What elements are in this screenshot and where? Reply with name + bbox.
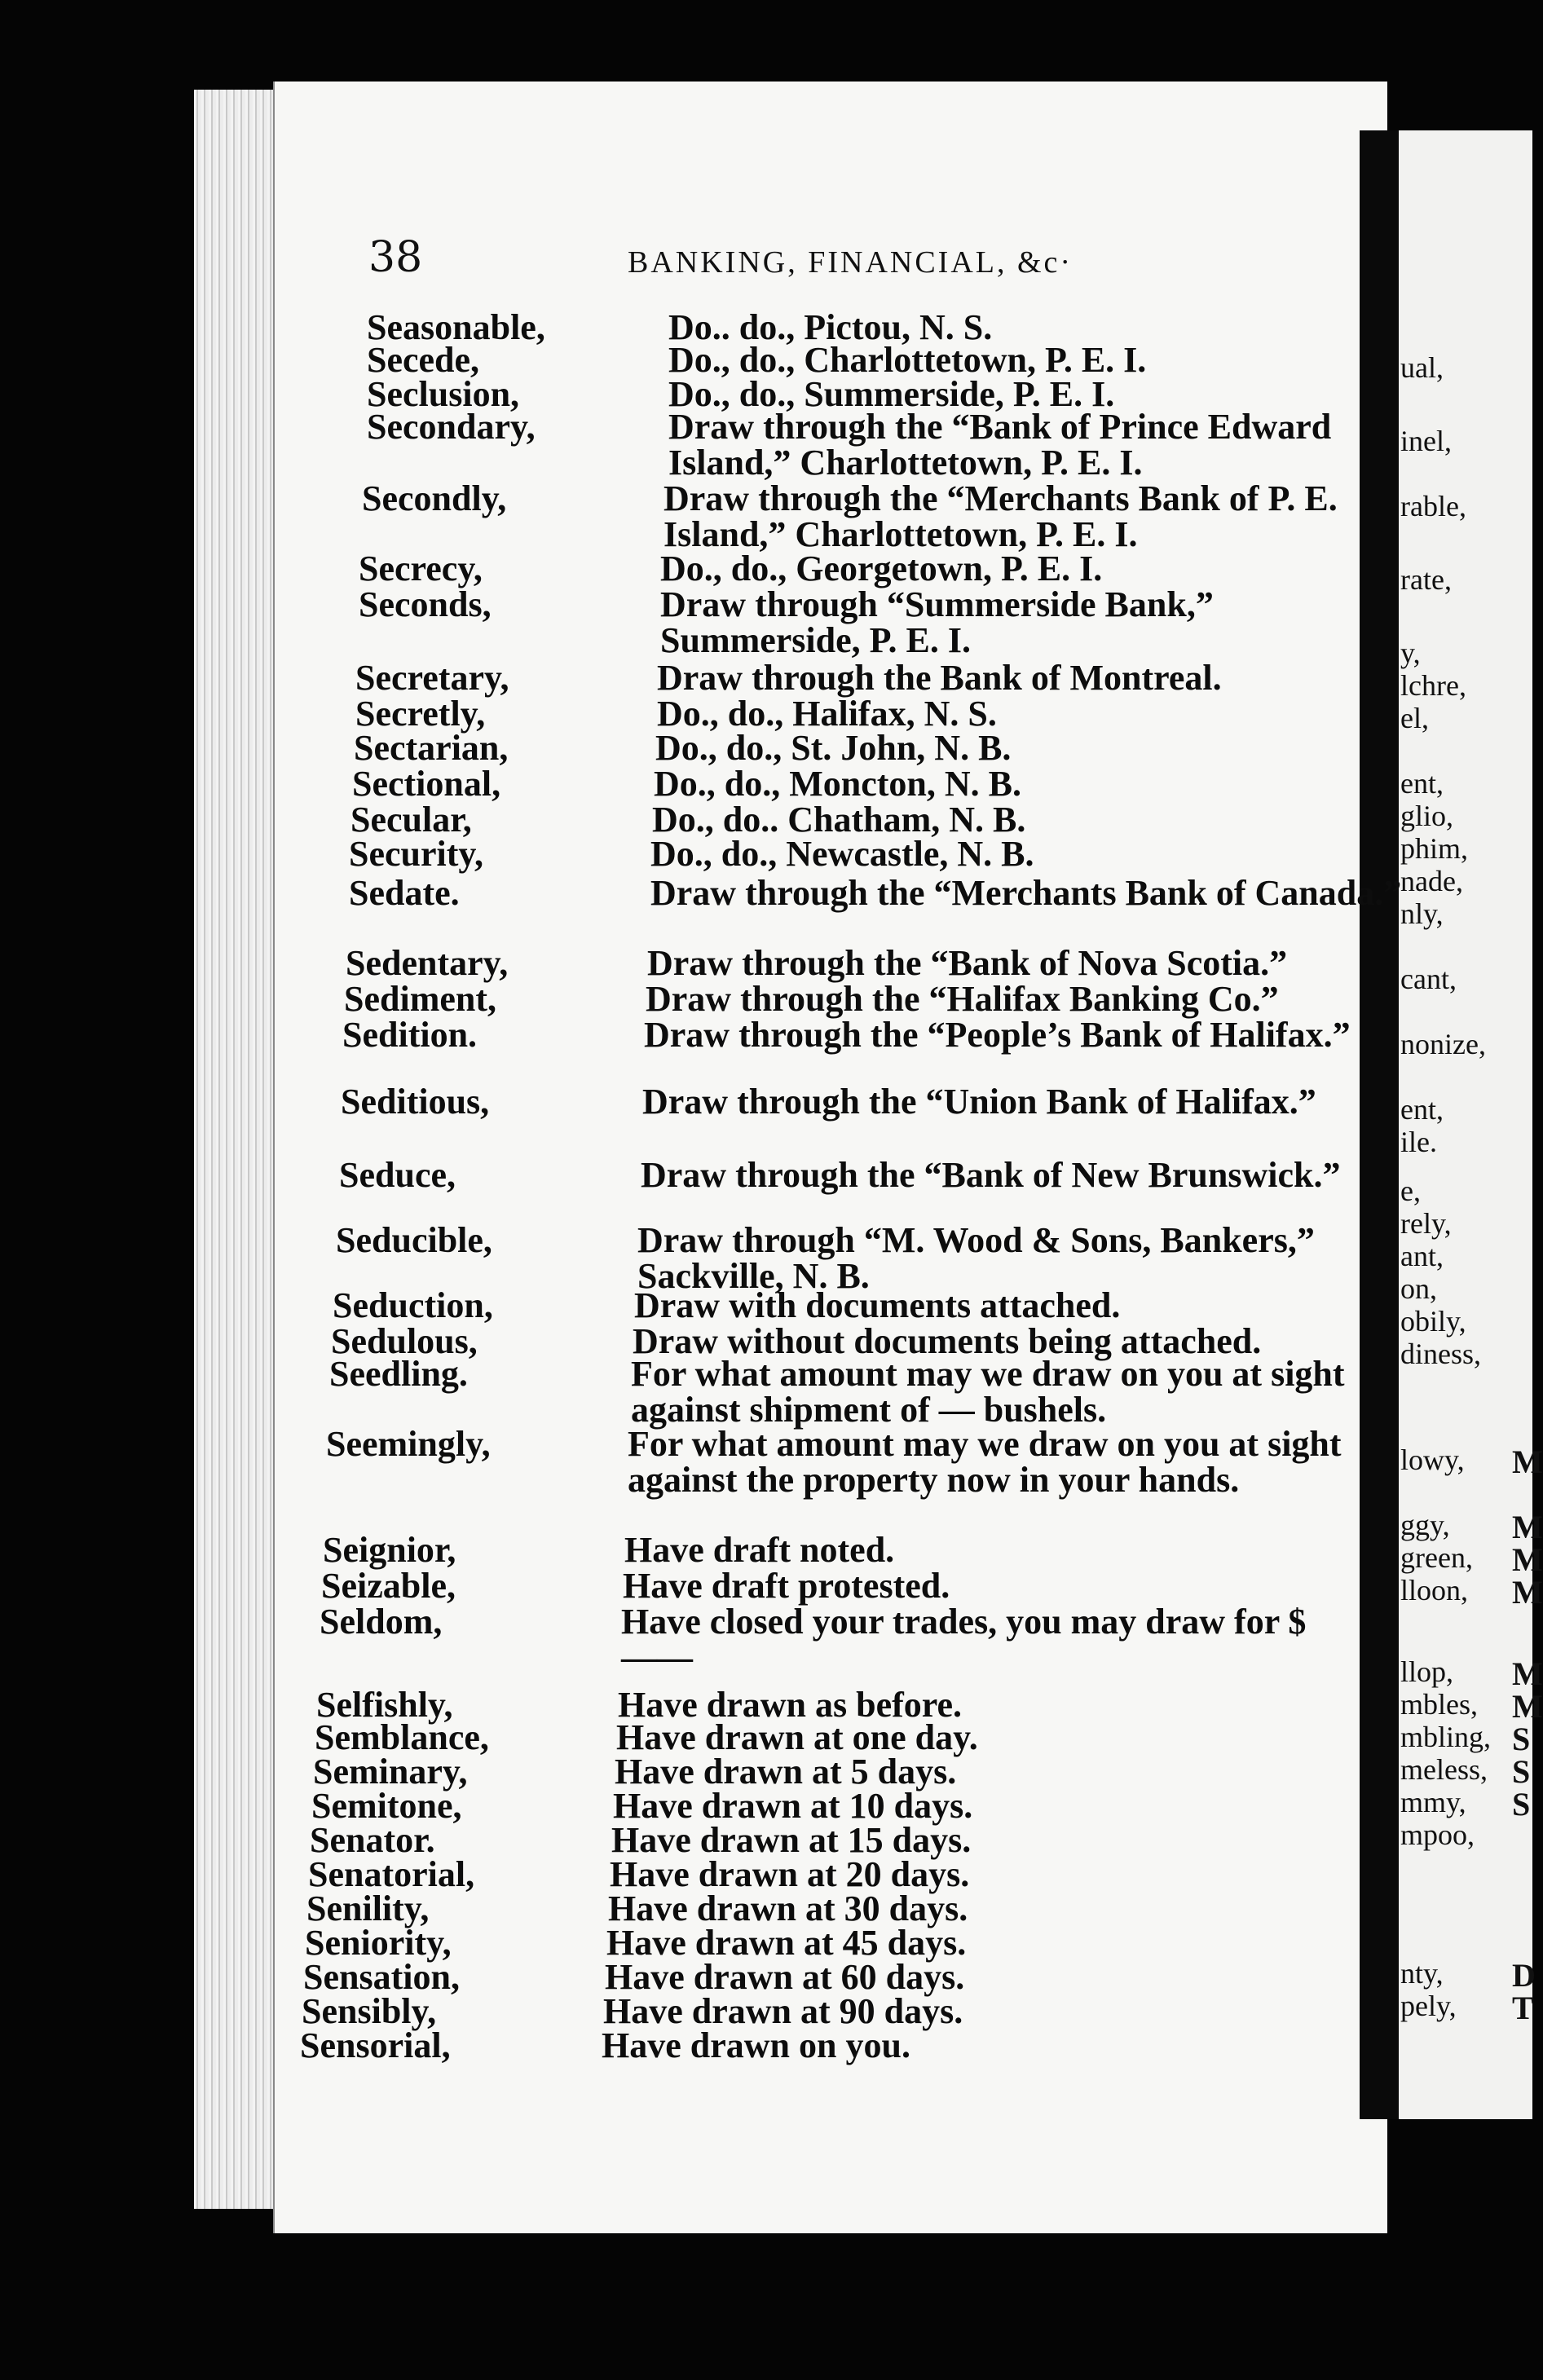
facing-page-fragment: mpoo, <box>1400 1818 1475 1851</box>
code-meaning: Have draft noted. <box>624 1530 895 1570</box>
far-right-fragment: M <box>1512 1655 1543 1692</box>
code-word: Seedling. <box>329 1354 468 1394</box>
code-word: Secede, <box>367 340 480 380</box>
code-word: Sedition. <box>342 1015 478 1055</box>
running-title: BANKING, FINANCIAL, &c· <box>628 245 1073 280</box>
code-meaning: Have drawn at 20 days. <box>610 1854 970 1894</box>
code-meaning: Draw through the “Bank of Prince Edward Island,” Charlottetown, P. E. I. <box>668 407 1332 483</box>
facing-page-fragment: mmy, <box>1400 1786 1466 1818</box>
facing-page-fragment: ent, <box>1400 767 1444 800</box>
code-meaning: Draw through the Bank of Montreal. <box>657 658 1222 698</box>
code-meaning: Do., do., Newcastle, N. B. <box>650 834 1034 874</box>
code-meaning: Have drawn at one day. <box>616 1717 978 1757</box>
far-right-fragment: S <box>1512 1721 1531 1757</box>
code-word: Seduce, <box>339 1155 456 1195</box>
code-meaning: Have drawn at 5 days. <box>615 1752 957 1792</box>
code-word: Security, <box>349 834 483 874</box>
code-word: Secondly, <box>362 478 507 518</box>
code-meaning: For what amount may we draw on you at sight against the property now in your hands. <box>628 1424 1342 1500</box>
code-meaning: Do., do., Moncton, N. B. <box>654 764 1022 804</box>
far-right-fragment: M <box>1512 1443 1543 1480</box>
facing-page-fragment: meless, <box>1400 1753 1488 1786</box>
code-meaning: Draw through the “Bank of New Brunswick.” <box>641 1155 1341 1195</box>
facing-page-fragment: mbling, <box>1400 1721 1492 1753</box>
far-right-fragment: M <box>1512 1574 1543 1611</box>
page-edge <box>194 90 285 2209</box>
code-meaning: Have drawn at 10 days. <box>613 1786 973 1826</box>
facing-page-fragment: on, <box>1400 1272 1437 1305</box>
code-meaning: Have closed your trades, you may draw for $ —— <box>621 1602 1307 1677</box>
code-meaning: Have drawn at 45 days. <box>606 1923 967 1963</box>
facing-page-fragment: el, <box>1400 702 1429 734</box>
code-meaning: Have drawn at 60 days. <box>605 1957 965 1997</box>
facing-page-fragment: ggy, <box>1400 1509 1450 1541</box>
code-meaning: Draw without documents being attached. <box>633 1321 1262 1361</box>
facing-page-fragment: green, <box>1400 1541 1473 1574</box>
code-word-list <box>300 307 1402 2087</box>
far-right-fragment: D <box>1512 1957 1536 1994</box>
code-word: Senator. <box>310 1820 435 1860</box>
code-word: Sectarian, <box>354 728 509 768</box>
code-word: Seclusion, <box>367 374 520 414</box>
facing-page-fragment: lowy, <box>1400 1443 1465 1476</box>
page-number: 38 <box>368 233 423 282</box>
facing-page-fragment: pely, <box>1400 1990 1457 2022</box>
facing-page-fragment: llop, <box>1400 1655 1454 1688</box>
code-word: Semblance, <box>315 1717 489 1757</box>
code-word: Seducible, <box>336 1220 492 1260</box>
code-word: Seignior, <box>323 1530 456 1570</box>
code-word: Secretary, <box>355 658 509 698</box>
code-meaning: Have drawn on you. <box>602 2025 910 2065</box>
facing-page-fragment: rely, <box>1400 1207 1452 1240</box>
code-meaning: Draw through the “Bank of Nova Scotia.” <box>647 943 1288 983</box>
facing-page-fragment: inel, <box>1400 425 1452 457</box>
code-word: Seconds, <box>359 584 492 624</box>
code-meaning: Draw through the “Union Bank of Halifax.” <box>642 1082 1316 1122</box>
code-meaning: Draw through the “Merchants Bank of Canada.” <box>650 873 1402 913</box>
code-word: Sedentary, <box>346 943 509 983</box>
code-meaning: Have drawn at 15 days. <box>611 1820 972 1860</box>
far-right-fragment: M <box>1512 1509 1543 1545</box>
code-word: Seldom, <box>320 1602 443 1642</box>
code-word: Sedulous, <box>331 1321 478 1361</box>
code-word: Semitone, <box>311 1786 462 1826</box>
code-meaning: Draw through the “Halifax Banking Co.” <box>646 979 1279 1019</box>
code-meaning: Draw through “Summerside Bank,” Summerside, P. E. I. <box>660 584 1214 660</box>
code-word: Sensibly, <box>302 1991 437 2031</box>
entry-row <box>300 2025 1353 2134</box>
entry-row <box>326 1426 1353 1532</box>
code-meaning: Have draft protested. <box>623 1566 950 1606</box>
far-right-fragment: S <box>1512 1753 1531 1790</box>
code-word: Seniority, <box>305 1923 452 1963</box>
facing-page-fragment: obily, <box>1400 1305 1466 1338</box>
facing-page-fragment: nade, <box>1400 865 1463 897</box>
code-word: Seditious, <box>341 1082 490 1122</box>
facing-page-fragment: diness, <box>1400 1338 1481 1370</box>
facing-page-fragment: phim, <box>1400 832 1469 865</box>
code-meaning: Draw through “M. Wood & Sons, Bankers,” Sackville, N. B. <box>637 1220 1315 1296</box>
facing-page-fragment: nty, <box>1400 1957 1444 1990</box>
code-meaning: Do., do., St. John, N. B. <box>655 728 1012 768</box>
code-meaning: For what amount may we draw on you at sight against shipment of — bushels. <box>631 1354 1345 1430</box>
code-meaning: Have drawn at 90 days. <box>603 1991 963 2031</box>
code-meaning: Draw through the “People’s Bank of Halifax.” <box>644 1015 1351 1055</box>
facing-page-fragment: lloon, <box>1400 1574 1469 1606</box>
far-right-fragment: T <box>1512 1990 1534 2026</box>
code-meaning: Do., do., Georgetown, P. E. I. <box>660 549 1103 588</box>
code-word: Seizable, <box>321 1566 456 1606</box>
facing-page-fragment: y, <box>1400 637 1421 669</box>
code-word: Seasonable, <box>367 307 545 347</box>
code-word: Sediment, <box>344 979 496 1019</box>
far-right-fragment: S <box>1512 1786 1531 1822</box>
code-word: Sedate. <box>349 873 460 913</box>
code-word: Secretly, <box>355 694 486 734</box>
far-right-fragment: M <box>1512 1541 1543 1578</box>
facing-page-fragment: e, <box>1400 1175 1421 1207</box>
facing-page-fragment: nly, <box>1400 897 1444 930</box>
code-word: Seduction, <box>333 1285 493 1325</box>
facing-page-fragment: ent, <box>1400 1093 1444 1126</box>
code-word: Sensation, <box>303 1957 460 1997</box>
facing-page-fragment: ant, <box>1400 1240 1444 1272</box>
code-word: Seemingly, <box>326 1424 491 1464</box>
far-right-fragment: M <box>1512 1688 1543 1725</box>
code-word: Senatorial, <box>308 1854 475 1894</box>
code-meaning: Do., do., Summerside, P. E. I. <box>668 374 1115 414</box>
facing-page-fragment: cant, <box>1400 963 1457 995</box>
code-meaning: Draw with documents attached. <box>634 1285 1121 1325</box>
code-word: Sectional, <box>352 764 501 804</box>
facing-page-fragment: rable, <box>1400 490 1466 522</box>
code-word: Secrecy, <box>359 549 483 588</box>
facing-page-fragment: lchre, <box>1400 669 1466 702</box>
facing-page-fragment: ual, <box>1400 351 1444 384</box>
code-meaning: Do., do.. Chatham, N. B. <box>652 800 1026 840</box>
code-meaning: Have drawn at 30 days. <box>608 1889 968 1928</box>
code-word: Seminary, <box>313 1752 468 1792</box>
facing-page-fragment: ile. <box>1400 1126 1437 1158</box>
code-meaning: Do.. do., Pictou, N. S. <box>668 307 993 347</box>
code-meaning: Do., do., Halifax, N. S. <box>657 694 997 734</box>
facing-page-fragment: nonize, <box>1400 1028 1486 1060</box>
code-meaning: Have drawn as before. <box>618 1685 963 1725</box>
code-meaning: Draw through the “Merchants Bank of P. E. Island,” Charlottetown, P. E. I. <box>663 478 1338 554</box>
code-word: Senility, <box>306 1889 430 1928</box>
code-word: Secular, <box>350 800 472 840</box>
code-word: Sensorial, <box>300 2025 451 2065</box>
facing-page-fragment: rate, <box>1400 563 1452 596</box>
code-word: Secondary, <box>367 407 536 447</box>
code-word: Selfishly, <box>316 1685 453 1725</box>
code-meaning: Do., do., Charlottetown, P. E. I. <box>668 340 1147 380</box>
facing-page-fragment: mbles, <box>1400 1688 1478 1721</box>
facing-page-fragment: glio, <box>1400 800 1454 832</box>
